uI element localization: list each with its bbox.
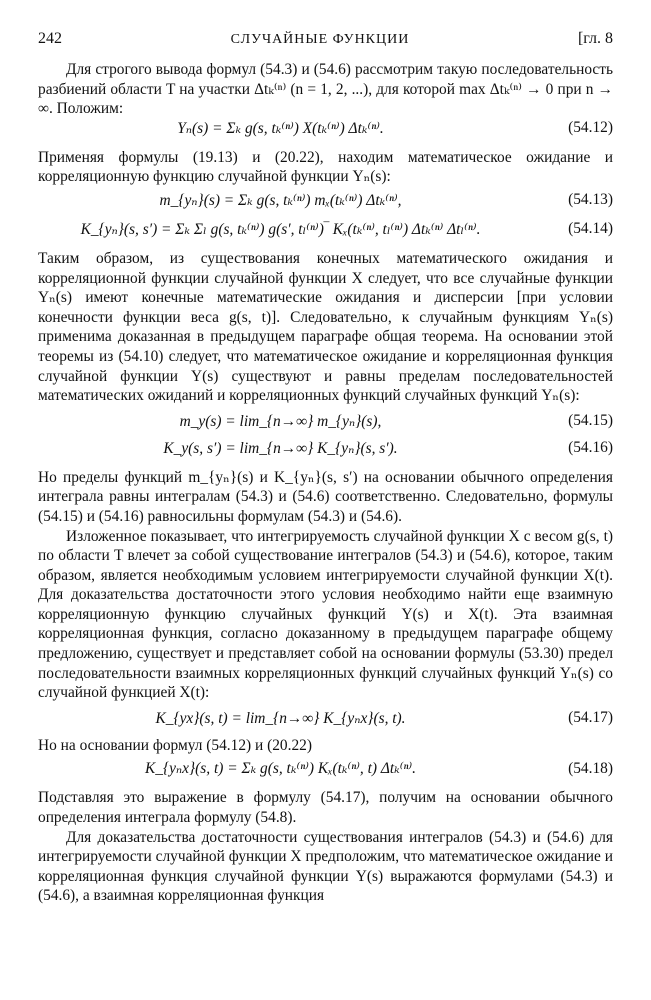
running-header (38, 30, 613, 60)
equation-formula: K_{yₙ}(s, s′) = Σₖ Σₗ g(s, tₖ⁽ⁿ⁾) g(s′, tₗ⁽ⁿ⁾)‾ Kₓ(tₖ⁽ⁿ⁾, tₗ⁽ⁿ⁾) Δtₖ⁽ⁿ⁾ Δtₗ⁽ⁿ⁾. (80, 220, 481, 238)
equation-formula: K_{yx}(s, t) = lim_{n→∞} K_{yₙx}(s, t). (155, 709, 406, 727)
equation (38, 439, 613, 458)
paragraph: Но на основании формул (54.12) и (20.22) (38, 736, 312, 754)
equation (38, 412, 613, 431)
section-title: СЛУЧАЙНЫЕ ФУНКЦИИ (230, 32, 410, 47)
equation-formula: K_y(s, s′) = lim_{n→∞} K_{yₙ}(s, s′). (163, 439, 398, 457)
paragraph: Для доказательства достаточности существования интегралов (54.3) и (54.6) для интегрируемости случайной функции X предположим, что математическое ожидание и корреляционная функция случайной функции Y(s) выражаются формулами (54.3) и (54.6), а взаимная корреляционная функция (38, 828, 613, 905)
equation-formula: K_{yₙx}(s, t) = Σₖ g(s, tₖ⁽ⁿ⁾) Kₓ(tₖ⁽ⁿ⁾, t) Δtₖ⁽ⁿ⁾. (144, 760, 417, 778)
equation-formula: m_y(s) = lim_{n→∞} m_{yₙ}(s), (179, 412, 382, 430)
page-number: 242 (38, 30, 62, 47)
equation (38, 191, 613, 210)
chapter-label: [гл. 8 (577, 30, 613, 47)
equation-number: (54.12) (568, 119, 613, 137)
equation-number: (54.17) (568, 709, 613, 727)
equation-number: (54.18) (568, 759, 613, 777)
equation (38, 220, 613, 239)
equation-number: (54.16) (568, 439, 613, 457)
book-page (38, 30, 613, 906)
equation-number: (54.15) (568, 412, 613, 430)
paragraph: Таким образом, из существования конечных математического ожидания и корреляционной функции случайной функции X следует, что все случайные функции Yₙ(s) имеют конечные математические ожидания и дисперсии [при условии конечности функции веса g(s, t)]. Следовательно, к случайным функциям Yₙ(s) применима доказанная в предыдущем параграфе общая теорема. На основании этой теоремы из (54.10) следует, что математическое ожидание и корреляционная функция случайной функции Y(s) существуют и равны пределам последовательностей математических ожиданий и корреляционных функций случайных функций Yₙ(s): (38, 249, 613, 405)
equation-number: (54.13) (568, 191, 613, 209)
paragraph: Но пределы функций m_{yₙ}(s) и K_{yₙ}(s, s′) на основании обычного определения интеграла равны интегралам (54.3) и (54.6) соответственно. Следовательно, формулы (54.15) и (54.16) равносильны формулам (54.3) и (54.6). (38, 468, 613, 525)
equation-number: (54.14) (568, 220, 613, 238)
paragraph: Подставляя это выражение в формулу (54.17), получим на основании обычного определения интеграла формулу (54.8). (38, 789, 613, 827)
equation (38, 709, 613, 728)
equation (38, 759, 613, 778)
equation-formula: Yₙ(s) = Σₖ g(s, tₖ⁽ⁿ⁾) X(tₖ⁽ⁿ⁾) Δtₖ⁽ⁿ⁾. (177, 119, 384, 137)
paragraph: Применяя формулы (19.13) и (20.22), находим математическое ожидание и корреляционную функцию случайной функции Yₙ(s): (38, 148, 613, 186)
paragraph: Для строгого вывода формул (54.3) и (54.6) рассмотрим такую последовательность разбиений области T на участки Δtₖ⁽ⁿ⁾ (n = 1, 2, ...), для которой max Δtₖ⁽ⁿ⁾ → 0 при n → ∞. Положим: (38, 61, 613, 118)
equation (38, 119, 613, 138)
equation-formula: m_{yₙ}(s) = Σₖ g(s, tₖ⁽ⁿ⁾) mₓ(tₖ⁽ⁿ⁾) Δtₖ⁽ⁿ⁾, (159, 191, 402, 209)
paragraph: Изложенное показывает, что интегрируемость случайной функции X с весом g(s, t) по области T влечет за собой существование интегралов (54.3) и (54.6), которое, таким образом, является необходимым условием интегрируемости случайной функции X(t). Для доказательства достаточности этого условия необходимо найти еще взаимную корреляционную функцию случайных функций Y(s) и X(t). Эта взаимная корреляционная функция, согласно доказанному в предыдущем параграфе общему предложению, существует и представляет собой на основании формулы (53.30) предел последовательности взаимных корреляционных функций случайных функций Yₙ(s) со случайной функцией X(t): (38, 527, 613, 702)
